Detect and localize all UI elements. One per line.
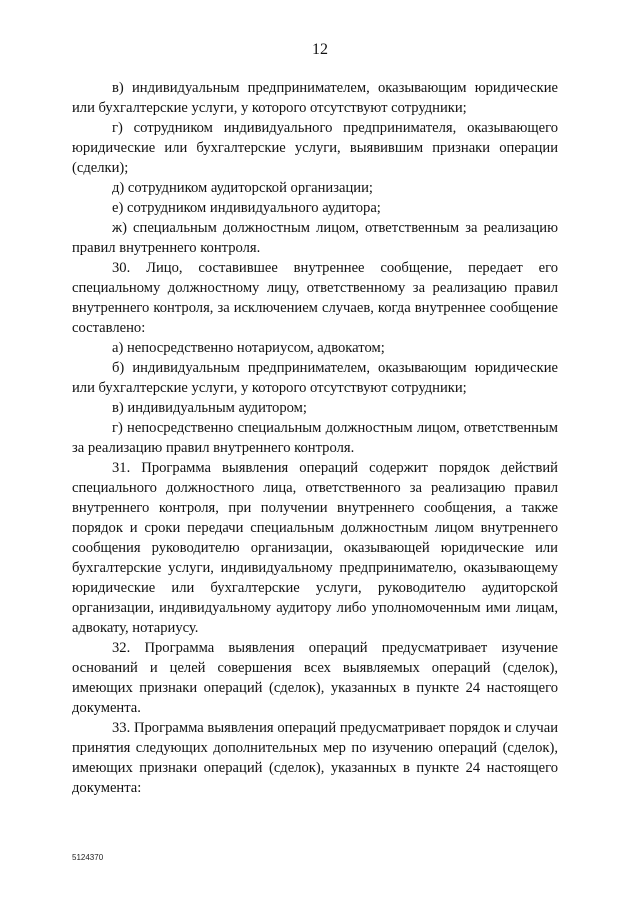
page-number: 12 (312, 41, 328, 58)
footer-document-code: 5124370 (72, 853, 104, 862)
document-body (72, 78, 558, 798)
paragraph-clause-30: 30. Лицо, составившее внутреннее сообщение, передает его специальному должностному лицу, ответственному за реализацию правил внутреннего контроля, за исключением случаев, когда внутреннее сообщение составлено: (72, 260, 558, 336)
paragraph-item-b-sole-entrepreneur: б) индивидуальным предпринимателем, оказывающим юридические или бухгалтерские услуги, у которого отсутствуют сотрудники; (72, 360, 558, 396)
paragraph-item-g-special-official: г) непосредственно специальным должностным лицом, ответственным за реализацию правил внутреннего контроля. (72, 420, 558, 456)
paragraph-item-a-notary-lawyer: а) непосредственно нотариусом, адвокатом; (112, 340, 385, 356)
paragraph-item-v-sole-entrepreneur: в) индивидуальным предпринимателем, оказывающим юридические или бухгалтерские услуги, у которого отсутствуют сотрудники; (72, 80, 558, 116)
paragraph-item-e-auditor-employee: е) сотрудником индивидуального аудитора; (112, 200, 381, 216)
paragraph-item-zh-special-official: ж) специальным должностным лицом, ответственным за реализацию правил внутреннего контроля. (72, 220, 558, 256)
paragraph-item-d-audit-org-employee: д) сотрудником аудиторской организации; (112, 180, 373, 196)
paragraph-clause-31: 31. Программа выявления операций содержит порядок действий специального должностного лица, ответственного за реализацию правил внутреннего контроля, при получении внутреннего сообщения, а также порядок и сроки передачи специальным должностным лицом внутреннего сообщения руководителю организации, оказывающей юридические или бухгалтерские услуги, индивидуальному предпринимателю, оказывающему юридические или бухгалтерские услуги, руководителю аудиторской организации, индивидуальному аудитору либо уполномоченным ими лицам, адвокату, нотариусу. (72, 460, 558, 636)
paragraph-clause-33: 33. Программа выявления операций предусматривает порядок и случаи принятия следующих дополнительных мер по изучению операций (сделок), имеющих признаки операций (сделок), указанных в пункте 24 настоящего документа: (72, 720, 558, 796)
paragraph-clause-32: 32. Программа выявления операций предусматривает изучение оснований и целей совершения всех выявляемых операций (сделок), имеющих признаки операций (сделок), указанных в пункте 24 настоящего документа. (72, 640, 558, 716)
paragraph-item-v-individual-auditor: в) индивидуальным аудитором; (112, 400, 307, 416)
paragraph-item-g-entrepreneur-employee: г) сотрудником индивидуального предпринимателя, оказывающего юридические или бухгалтерские услуги, выявившим признаки операции (сделки); (72, 120, 558, 176)
